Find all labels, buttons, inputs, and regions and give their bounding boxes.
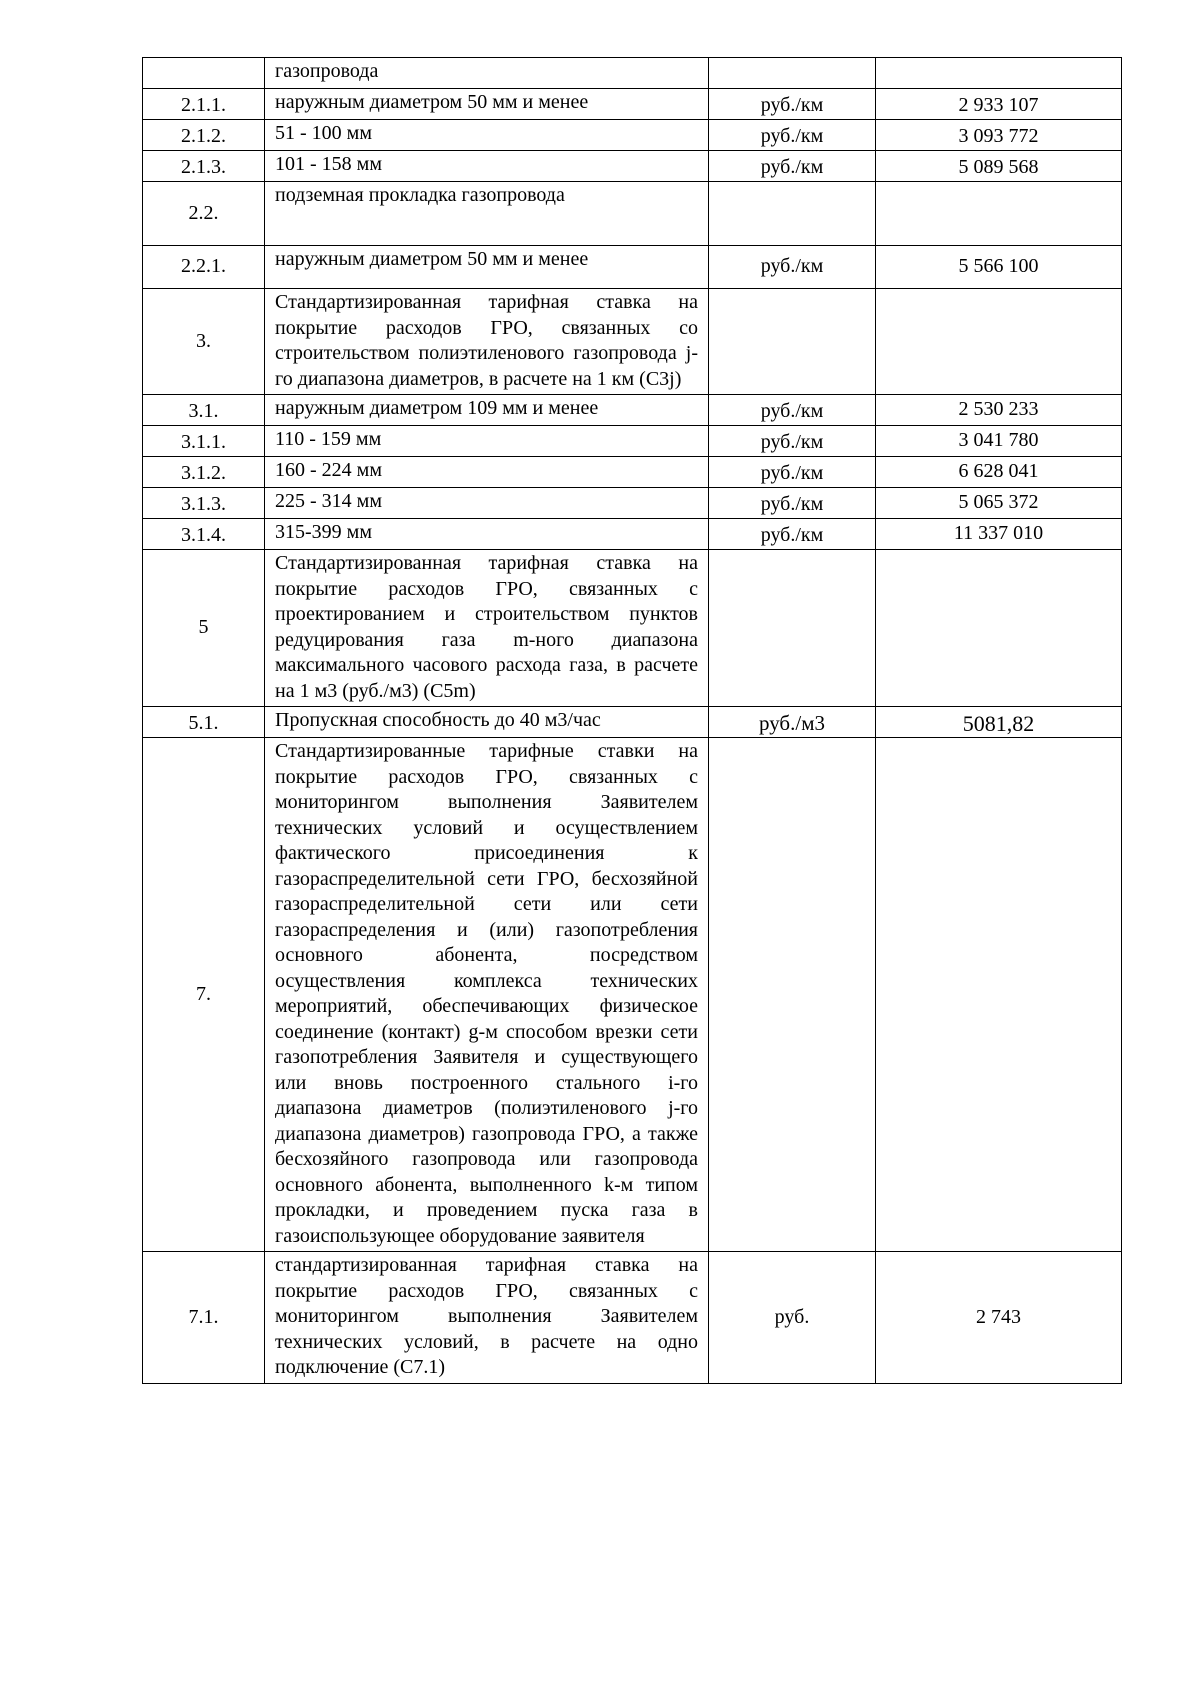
row-number: 2.2. [143, 182, 265, 246]
row-number: 2.1.2. [143, 120, 265, 151]
table-row [143, 457, 1122, 488]
row-number: 2.1.3. [143, 151, 265, 182]
row-description: подземная прокладка газопровода [265, 182, 709, 246]
table-row [143, 246, 1122, 289]
row-description: 101 - 158 мм [265, 151, 709, 182]
row-description: Пропускная способность до 40 м3/час [265, 707, 709, 738]
row-description: Стандартизированные тарифные ставки на покрытие расходов ГРО, связанных с мониторингом выполнения Заявителем технических условий и осуществлением фактического присоединения к газораспределительной сети ГРО, бесхозяйной газораспределительной сети или сети газораспределения и (или) газопотребления основного абонента, посредством осуществления комплекса технических мероприятий, обеспечивающих физическое соединение (контакт) g-м способом врезки сети газопотребления Заявителя и существующего или вновь построенного стального i-го диапазона диаметров (полиэтиленового j-го диапазона диаметров) газопровода ГРО, а также бесхозяйного газопровода или газопровода основного абонента, выполненного k-м типом прокладки, и проведением пуска газа в газоиспользующее оборудование заявителя [265, 738, 709, 1252]
row-number: 3. [143, 289, 265, 395]
table-row [143, 519, 1122, 550]
row-value: 3 041 780 [876, 426, 1122, 457]
row-number: 3.1.3. [143, 488, 265, 519]
row-value: 2 743 [876, 1252, 1122, 1384]
row-description: наружным диаметром 50 мм и менее [265, 246, 709, 289]
row-number: 2.1.1. [143, 89, 265, 120]
row-number [143, 58, 265, 89]
row-number: 5.1. [143, 707, 265, 738]
row-unit [709, 58, 876, 89]
row-unit: руб./км [709, 426, 876, 457]
row-description: 225 - 314 мм [265, 488, 709, 519]
table-row [143, 550, 1122, 707]
row-description: газопровода [265, 58, 709, 89]
table-row [143, 426, 1122, 457]
row-number: 5 [143, 550, 265, 707]
row-unit: руб./км [709, 246, 876, 289]
row-value [876, 182, 1122, 246]
table-row [143, 58, 1122, 89]
table-row [143, 707, 1122, 738]
row-value [876, 550, 1122, 707]
row-description: стандартизированная тарифная ставка на покрытие расходов ГРО, связанных с мониторингом выполнения Заявителем технических условий, в расчете на одно подключение (C7.1) [265, 1252, 709, 1384]
row-unit [709, 738, 876, 1252]
row-value: 6 628 041 [876, 457, 1122, 488]
row-value: 11 337 010 [876, 519, 1122, 550]
row-unit [709, 182, 876, 246]
row-description: Стандартизированная тарифная ставка на покрытие расходов ГРО, связанных с проектированием и строительством пунктов редуцирования газа m-ного диапазона максимального часового расхода газа, в расчете на 1 м3 (руб./м3) (C5m) [265, 550, 709, 707]
row-description: наружным диаметром 50 мм и менее [265, 89, 709, 120]
row-description: 51 - 100 мм [265, 120, 709, 151]
row-description: 110 - 159 мм [265, 426, 709, 457]
row-number: 7.1. [143, 1252, 265, 1384]
row-unit: руб. [709, 1252, 876, 1384]
row-number: 3.1. [143, 395, 265, 426]
row-value: 5 089 568 [876, 151, 1122, 182]
table-row [143, 488, 1122, 519]
row-value: 5081,82 [876, 707, 1122, 738]
table-row [143, 151, 1122, 182]
row-unit: руб./км [709, 488, 876, 519]
row-description: Стандартизированная тарифная ставка на покрытие расходов ГРО, связанных со строительством полиэтиленового газопровода j-го диапазона диаметров, в расчете на 1 км (C3j) [265, 289, 709, 395]
table-row [143, 1252, 1122, 1384]
row-unit [709, 289, 876, 395]
row-value: 3 093 772 [876, 120, 1122, 151]
row-value: 5 566 100 [876, 246, 1122, 289]
table-row [143, 89, 1122, 120]
row-description: 315-399 мм [265, 519, 709, 550]
row-description: наружным диаметром 109 мм и менее [265, 395, 709, 426]
table-row [143, 738, 1122, 1252]
row-number: 3.1.4. [143, 519, 265, 550]
row-number: 3.1.2. [143, 457, 265, 488]
row-value: 2 933 107 [876, 89, 1122, 120]
row-value [876, 289, 1122, 395]
row-unit: руб./км [709, 89, 876, 120]
row-unit: руб./км [709, 395, 876, 426]
row-unit: руб./км [709, 120, 876, 151]
row-value [876, 738, 1122, 1252]
row-number: 7. [143, 738, 265, 1252]
tariff-table [142, 57, 1122, 1384]
row-unit: руб./км [709, 519, 876, 550]
row-number: 3.1.1. [143, 426, 265, 457]
row-number: 2.2.1. [143, 246, 265, 289]
row-value [876, 58, 1122, 89]
row-unit [709, 550, 876, 707]
row-unit: руб./км [709, 457, 876, 488]
row-unit: руб./м3 [709, 707, 876, 738]
row-value: 2 530 233 [876, 395, 1122, 426]
row-unit: руб./км [709, 151, 876, 182]
table-row [143, 395, 1122, 426]
table-row [143, 120, 1122, 151]
table-row [143, 182, 1122, 246]
row-value: 5 065 372 [876, 488, 1122, 519]
table-row [143, 289, 1122, 395]
row-description: 160 - 224 мм [265, 457, 709, 488]
